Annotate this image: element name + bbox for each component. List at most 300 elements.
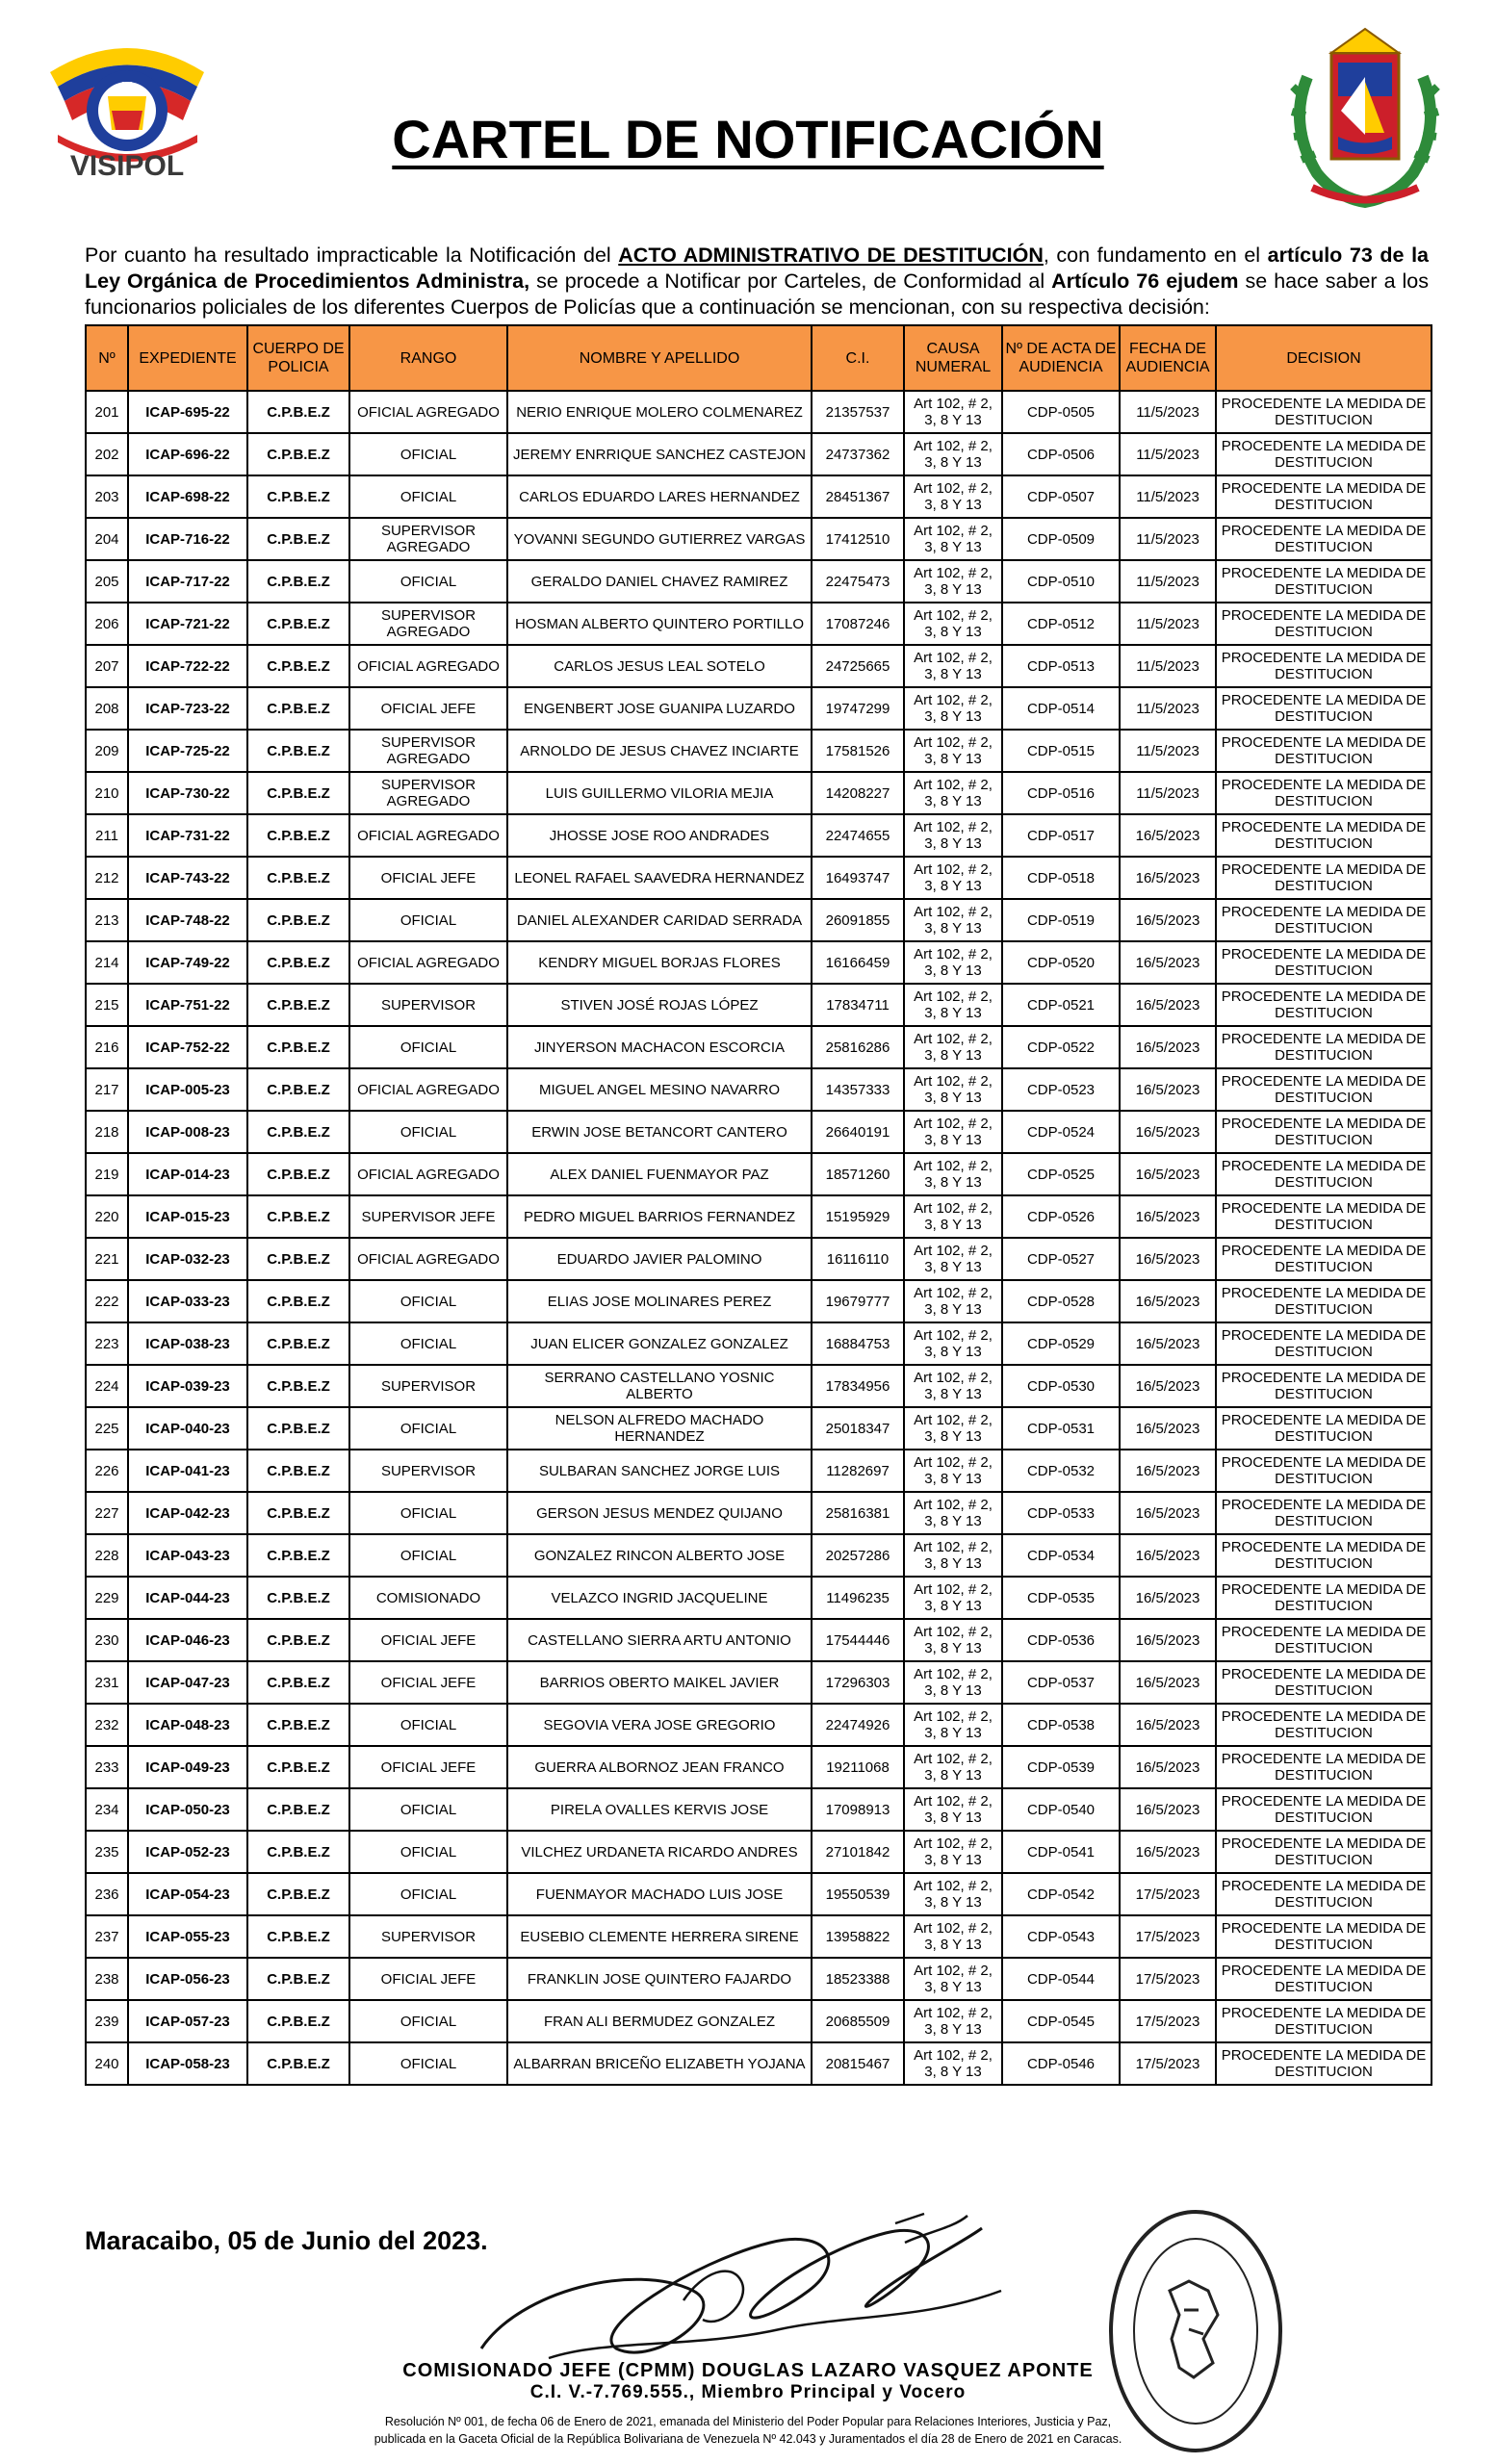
cell-causa: Art 102, # 2, 3, 8 Y 13 xyxy=(904,1068,1002,1111)
cell-cuerpo: C.P.B.E.Z xyxy=(247,1619,349,1661)
cell-nombre: SEGOVIA VERA JOSE GREGORIO xyxy=(507,1704,812,1746)
cell-cuerpo: C.P.B.E.Z xyxy=(247,518,349,560)
cell-ci: 17412510 xyxy=(812,518,904,560)
cell-rango: OFICIAL xyxy=(349,560,507,603)
table-row xyxy=(86,1746,1432,1788)
cell-nombre: NERIO ENRIQUE MOLERO COLMENAREZ xyxy=(507,391,812,433)
cell-number: 230 xyxy=(86,1619,128,1661)
cell-rango: OFICIAL xyxy=(349,1111,507,1153)
cell-expediente: ICAP-050-23 xyxy=(128,1788,247,1831)
cell-decision: PROCEDENTE LA MEDIDA DE DESTITUCION xyxy=(1216,1365,1432,1407)
cell-number: 216 xyxy=(86,1026,128,1068)
cell-ci: 16166459 xyxy=(812,941,904,984)
cell-expediente: ICAP-005-23 xyxy=(128,1068,247,1111)
cell-cuerpo: C.P.B.E.Z xyxy=(247,941,349,984)
cell-fecha: 16/5/2023 xyxy=(1120,1704,1216,1746)
cell-nombre: JINYERSON MACHACON ESCORCIA xyxy=(507,1026,812,1068)
cell-ci: 25816381 xyxy=(812,1492,904,1534)
cell-rango: SUPERVISOR AGREGADO xyxy=(349,518,507,560)
cell-causa: Art 102, # 2, 3, 8 Y 13 xyxy=(904,1915,1002,1958)
cell-causa: Art 102, # 2, 3, 8 Y 13 xyxy=(904,1111,1002,1153)
cell-ci: 28451367 xyxy=(812,475,904,518)
cell-cuerpo: C.P.B.E.Z xyxy=(247,1450,349,1492)
cell-number: 226 xyxy=(86,1450,128,1492)
cell-decision: PROCEDENTE LA MEDIDA DE DESTITUCION xyxy=(1216,1577,1432,1619)
cell-cuerpo: C.P.B.E.Z xyxy=(247,1915,349,1958)
cell-fecha: 11/5/2023 xyxy=(1120,772,1216,814)
cell-acta: CDP-0539 xyxy=(1002,1746,1120,1788)
cell-ci: 19211068 xyxy=(812,1746,904,1788)
table-row xyxy=(86,984,1432,1026)
table-row xyxy=(86,1026,1432,1068)
cell-acta: CDP-0519 xyxy=(1002,899,1120,941)
cell-expediente: ICAP-721-22 xyxy=(128,603,247,645)
table-row xyxy=(86,814,1432,857)
cell-fecha: 11/5/2023 xyxy=(1120,518,1216,560)
cell-cuerpo: C.P.B.E.Z xyxy=(247,1111,349,1153)
cell-rango: SUPERVISOR AGREGADO xyxy=(349,603,507,645)
visipol-wordmark: VISIPOL xyxy=(69,150,185,182)
cell-ci: 27101842 xyxy=(812,1831,904,1873)
cell-fecha: 16/5/2023 xyxy=(1120,814,1216,857)
cell-expediente: ICAP-057-23 xyxy=(128,2000,247,2042)
cell-decision: PROCEDENTE LA MEDIDA DE DESTITUCION xyxy=(1216,1280,1432,1322)
cell-ci: 16884753 xyxy=(812,1322,904,1365)
cell-causa: Art 102, # 2, 3, 8 Y 13 xyxy=(904,1492,1002,1534)
cell-decision: PROCEDENTE LA MEDIDA DE DESTITUCION xyxy=(1216,518,1432,560)
cell-rango: OFICIAL JEFE xyxy=(349,1746,507,1788)
cell-causa: Art 102, # 2, 3, 8 Y 13 xyxy=(904,475,1002,518)
cell-expediente: ICAP-056-23 xyxy=(128,1958,247,2000)
cell-number: 203 xyxy=(86,475,128,518)
cell-ci: 19550539 xyxy=(812,1873,904,1915)
cell-rango: OFICIAL AGREGADO xyxy=(349,1238,507,1280)
table-row xyxy=(86,560,1432,603)
cell-cuerpo: C.P.B.E.Z xyxy=(247,1407,349,1450)
cell-acta: CDP-0524 xyxy=(1002,1111,1120,1153)
cell-causa: Art 102, # 2, 3, 8 Y 13 xyxy=(904,814,1002,857)
cell-nombre: ALBARRAN BRICEÑO ELIZABETH YOJANA xyxy=(507,2042,812,2085)
cell-ci: 17581526 xyxy=(812,730,904,772)
cell-decision: PROCEDENTE LA MEDIDA DE DESTITUCION xyxy=(1216,2042,1432,2085)
cell-causa: Art 102, # 2, 3, 8 Y 13 xyxy=(904,1322,1002,1365)
cell-cuerpo: C.P.B.E.Z xyxy=(247,772,349,814)
cell-cuerpo: C.P.B.E.Z xyxy=(247,899,349,941)
cell-rango: OFICIAL xyxy=(349,475,507,518)
cell-number: 206 xyxy=(86,603,128,645)
cell-rango: OFICIAL AGREGADO xyxy=(349,1068,507,1111)
cell-expediente: ICAP-040-23 xyxy=(128,1407,247,1450)
table-row xyxy=(86,1407,1432,1450)
table-row xyxy=(86,433,1432,475)
table-row xyxy=(86,1534,1432,1577)
cell-expediente: ICAP-047-23 xyxy=(128,1661,247,1704)
cell-expediente: ICAP-696-22 xyxy=(128,433,247,475)
header-col-number: Nº xyxy=(86,325,128,391)
cell-acta: CDP-0538 xyxy=(1002,1704,1120,1746)
cell-expediente: ICAP-695-22 xyxy=(128,391,247,433)
cell-nombre: GONZALEZ RINCON ALBERTO JOSE xyxy=(507,1534,812,1577)
cell-acta: CDP-0544 xyxy=(1002,1958,1120,2000)
cell-rango: OFICIAL xyxy=(349,1534,507,1577)
cell-number: 220 xyxy=(86,1195,128,1238)
cell-fecha: 11/5/2023 xyxy=(1120,603,1216,645)
cell-ci: 14357333 xyxy=(812,1068,904,1111)
cell-decision: PROCEDENTE LA MEDIDA DE DESTITUCION xyxy=(1216,1831,1432,1873)
cell-cuerpo: C.P.B.E.Z xyxy=(247,391,349,433)
cell-decision: PROCEDENTE LA MEDIDA DE DESTITUCION xyxy=(1216,433,1432,475)
cell-expediente: ICAP-044-23 xyxy=(128,1577,247,1619)
cell-nombre: FUENMAYOR MACHADO LUIS JOSE xyxy=(507,1873,812,1915)
cell-causa: Art 102, # 2, 3, 8 Y 13 xyxy=(904,2000,1002,2042)
table-row xyxy=(86,1322,1432,1365)
cell-expediente: ICAP-014-23 xyxy=(128,1153,247,1195)
signer-id: C.I. V.-7.769.555., Miembro Principal y Vocero xyxy=(529,2382,967,2402)
cell-number: 214 xyxy=(86,941,128,984)
cell-fecha: 16/5/2023 xyxy=(1120,1238,1216,1280)
cell-causa: Art 102, # 2, 3, 8 Y 13 xyxy=(904,1873,1002,1915)
cell-causa: Art 102, # 2, 3, 8 Y 13 xyxy=(904,603,1002,645)
header-col-rango: RANGO xyxy=(349,325,507,391)
cell-acta: CDP-0509 xyxy=(1002,518,1120,560)
cell-decision: PROCEDENTE LA MEDIDA DE DESTITUCION xyxy=(1216,1195,1432,1238)
cell-expediente: ICAP-032-23 xyxy=(128,1238,247,1280)
cell-number: 232 xyxy=(86,1704,128,1746)
cell-expediente: ICAP-743-22 xyxy=(128,857,247,899)
cell-number: 224 xyxy=(86,1365,128,1407)
cell-causa: Art 102, # 2, 3, 8 Y 13 xyxy=(904,391,1002,433)
cell-fecha: 16/5/2023 xyxy=(1120,1280,1216,1322)
cell-acta: CDP-0528 xyxy=(1002,1280,1120,1322)
cell-expediente: ICAP-723-22 xyxy=(128,687,247,730)
cell-rango: OFICIAL JEFE xyxy=(349,687,507,730)
cell-number: 208 xyxy=(86,687,128,730)
cell-rango: OFICIAL xyxy=(349,1831,507,1873)
cell-ci: 24725665 xyxy=(812,645,904,687)
cell-causa: Art 102, # 2, 3, 8 Y 13 xyxy=(904,1746,1002,1788)
cell-fecha: 11/5/2023 xyxy=(1120,730,1216,772)
cell-causa: Art 102, # 2, 3, 8 Y 13 xyxy=(904,1619,1002,1661)
cell-cuerpo: C.P.B.E.Z xyxy=(247,603,349,645)
cell-ci: 15195929 xyxy=(812,1195,904,1238)
cell-ci: 24737362 xyxy=(812,433,904,475)
cell-decision: PROCEDENTE LA MEDIDA DE DESTITUCION xyxy=(1216,560,1432,603)
cell-cuerpo: C.P.B.E.Z xyxy=(247,475,349,518)
cell-acta: CDP-0542 xyxy=(1002,1873,1120,1915)
cell-expediente: ICAP-716-22 xyxy=(128,518,247,560)
cell-number: 201 xyxy=(86,391,128,433)
cell-rango: OFICIAL xyxy=(349,1873,507,1915)
cell-causa: Art 102, # 2, 3, 8 Y 13 xyxy=(904,1450,1002,1492)
cell-number: 215 xyxy=(86,984,128,1026)
cell-nombre: CARLOS EDUARDO LARES HERNANDEZ xyxy=(507,475,812,518)
cell-acta: CDP-0521 xyxy=(1002,984,1120,1026)
table-row xyxy=(86,1238,1432,1280)
cell-nombre: EDUARDO JAVIER PALOMINO xyxy=(507,1238,812,1280)
cell-number: 229 xyxy=(86,1577,128,1619)
cell-rango: OFICIAL AGREGADO xyxy=(349,814,507,857)
cell-acta: CDP-0512 xyxy=(1002,603,1120,645)
cell-fecha: 16/5/2023 xyxy=(1120,1831,1216,1873)
cell-rango: SUPERVISOR xyxy=(349,1915,507,1958)
cell-expediente: ICAP-052-23 xyxy=(128,1831,247,1873)
cell-expediente: ICAP-042-23 xyxy=(128,1492,247,1534)
cell-nombre: JHOSSE JOSE ROO ANDRADES xyxy=(507,814,812,857)
cell-rango: OFICIAL xyxy=(349,1704,507,1746)
cell-nombre: MIGUEL ANGEL MESINO NAVARRO xyxy=(507,1068,812,1111)
cell-acta: CDP-0533 xyxy=(1002,1492,1120,1534)
cell-acta: CDP-0518 xyxy=(1002,857,1120,899)
cell-causa: Art 102, # 2, 3, 8 Y 13 xyxy=(904,857,1002,899)
cell-causa: Art 102, # 2, 3, 8 Y 13 xyxy=(904,1153,1002,1195)
cell-causa: Art 102, # 2, 3, 8 Y 13 xyxy=(904,1831,1002,1873)
cell-expediente: ICAP-722-22 xyxy=(128,645,247,687)
cell-cuerpo: C.P.B.E.Z xyxy=(247,1661,349,1704)
cell-fecha: 11/5/2023 xyxy=(1120,433,1216,475)
cell-fecha: 17/5/2023 xyxy=(1120,1915,1216,1958)
cell-expediente: ICAP-049-23 xyxy=(128,1746,247,1788)
cell-ci: 26091855 xyxy=(812,899,904,941)
header-col-acta: Nº DE ACTA DE AUDIENCIA xyxy=(1002,325,1120,391)
cell-fecha: 11/5/2023 xyxy=(1120,391,1216,433)
cell-causa: Art 102, # 2, 3, 8 Y 13 xyxy=(904,1704,1002,1746)
cell-fecha: 11/5/2023 xyxy=(1120,645,1216,687)
cell-causa: Art 102, # 2, 3, 8 Y 13 xyxy=(904,560,1002,603)
cell-decision: PROCEDENTE LA MEDIDA DE DESTITUCION xyxy=(1216,1534,1432,1577)
cell-nombre: ERWIN JOSE BETANCORT CANTERO xyxy=(507,1111,812,1153)
cell-decision: PROCEDENTE LA MEDIDA DE DESTITUCION xyxy=(1216,941,1432,984)
signer-name: COMISIONADO JEFE (CPMM) DOUGLAS LAZARO VASQUEZ APONTE xyxy=(402,2360,1094,2381)
cell-nombre: GERALDO DANIEL CHAVEZ RAMIREZ xyxy=(507,560,812,603)
cell-nombre: CARLOS JESUS LEAL SOTELO xyxy=(507,645,812,687)
cell-number: 227 xyxy=(86,1492,128,1534)
table-row xyxy=(86,2000,1432,2042)
table-row xyxy=(86,1619,1432,1661)
cell-expediente: ICAP-725-22 xyxy=(128,730,247,772)
cell-rango: OFICIAL JEFE xyxy=(349,1619,507,1661)
cell-fecha: 16/5/2023 xyxy=(1120,1365,1216,1407)
cell-acta: CDP-0541 xyxy=(1002,1831,1120,1873)
cell-causa: Art 102, # 2, 3, 8 Y 13 xyxy=(904,984,1002,1026)
cell-cuerpo: C.P.B.E.Z xyxy=(247,1788,349,1831)
table-row xyxy=(86,1577,1432,1619)
cell-ci: 20257286 xyxy=(812,1534,904,1577)
cell-cuerpo: C.P.B.E.Z xyxy=(247,814,349,857)
cell-ci: 26640191 xyxy=(812,1111,904,1153)
cell-fecha: 11/5/2023 xyxy=(1120,687,1216,730)
cell-causa: Art 102, # 2, 3, 8 Y 13 xyxy=(904,1958,1002,2000)
cell-number: 223 xyxy=(86,1322,128,1365)
table-row xyxy=(86,603,1432,645)
cell-decision: PROCEDENTE LA MEDIDA DE DESTITUCION xyxy=(1216,1322,1432,1365)
cell-acta: CDP-0537 xyxy=(1002,1661,1120,1704)
cell-ci: 25018347 xyxy=(812,1407,904,1450)
place-date: Maracaibo, 05 de Junio del 2023. xyxy=(85,2226,488,2255)
table-row xyxy=(86,2042,1432,2085)
cell-fecha: 17/5/2023 xyxy=(1120,1958,1216,2000)
cell-number: 222 xyxy=(86,1280,128,1322)
table-row xyxy=(86,1704,1432,1746)
cell-fecha: 16/5/2023 xyxy=(1120,941,1216,984)
cell-fecha: 16/5/2023 xyxy=(1120,1534,1216,1577)
cell-nombre: VELAZCO INGRID JACQUELINE xyxy=(507,1577,812,1619)
cell-cuerpo: C.P.B.E.Z xyxy=(247,1365,349,1407)
cell-acta: CDP-0529 xyxy=(1002,1322,1120,1365)
cell-number: 210 xyxy=(86,772,128,814)
cell-acta: CDP-0535 xyxy=(1002,1577,1120,1619)
cell-expediente: ICAP-043-23 xyxy=(128,1534,247,1577)
cell-nombre: JUAN ELICER GONZALEZ GONZALEZ xyxy=(507,1322,812,1365)
cell-fecha: 16/5/2023 xyxy=(1120,1619,1216,1661)
table-row xyxy=(86,1365,1432,1407)
cell-number: 205 xyxy=(86,560,128,603)
cell-nombre: PEDRO MIGUEL BARRIOS FERNANDEZ xyxy=(507,1195,812,1238)
cell-number: 228 xyxy=(86,1534,128,1577)
cell-rango: SUPERVISOR xyxy=(349,1365,507,1407)
cell-expediente: ICAP-749-22 xyxy=(128,941,247,984)
cell-acta: CDP-0543 xyxy=(1002,1915,1120,1958)
cell-decision: PROCEDENTE LA MEDIDA DE DESTITUCION xyxy=(1216,645,1432,687)
cell-nombre: KENDRY MIGUEL BORJAS FLORES xyxy=(507,941,812,984)
cell-acta: CDP-0510 xyxy=(1002,560,1120,603)
cell-causa: Art 102, # 2, 3, 8 Y 13 xyxy=(904,433,1002,475)
cell-expediente: ICAP-038-23 xyxy=(128,1322,247,1365)
cell-number: 202 xyxy=(86,433,128,475)
cell-decision: PROCEDENTE LA MEDIDA DE DESTITUCION xyxy=(1216,730,1432,772)
cell-nombre: LUIS GUILLERMO VILORIA MEJIA xyxy=(507,772,812,814)
cell-expediente: ICAP-054-23 xyxy=(128,1873,247,1915)
cell-acta: CDP-0507 xyxy=(1002,475,1120,518)
cell-rango: OFICIAL xyxy=(349,1407,507,1450)
cell-cuerpo: C.P.B.E.Z xyxy=(247,1026,349,1068)
cell-decision: PROCEDENTE LA MEDIDA DE DESTITUCION xyxy=(1216,687,1432,730)
cell-number: 212 xyxy=(86,857,128,899)
cell-causa: Art 102, # 2, 3, 8 Y 13 xyxy=(904,1195,1002,1238)
cell-ci: 16116110 xyxy=(812,1238,904,1280)
header-col-causa: CAUSA NUMERAL xyxy=(904,325,1002,391)
table-row xyxy=(86,1153,1432,1195)
cell-number: 211 xyxy=(86,814,128,857)
cell-decision: PROCEDENTE LA MEDIDA DE DESTITUCION xyxy=(1216,814,1432,857)
cell-nombre: EUSEBIO CLEMENTE HERRERA SIRENE xyxy=(507,1915,812,1958)
cell-ci: 19747299 xyxy=(812,687,904,730)
table-row xyxy=(86,941,1432,984)
cell-expediente: ICAP-041-23 xyxy=(128,1450,247,1492)
cell-nombre: BARRIOS OBERTO MAIKEL JAVIER xyxy=(507,1661,812,1704)
table-row xyxy=(86,1788,1432,1831)
cell-rango: OFICIAL xyxy=(349,1788,507,1831)
cell-acta: CDP-0527 xyxy=(1002,1238,1120,1280)
cell-expediente: ICAP-730-22 xyxy=(128,772,247,814)
cell-causa: Art 102, # 2, 3, 8 Y 13 xyxy=(904,1280,1002,1322)
cell-decision: PROCEDENTE LA MEDIDA DE DESTITUCION xyxy=(1216,1619,1432,1661)
cell-causa: Art 102, # 2, 3, 8 Y 13 xyxy=(904,518,1002,560)
header-col-fecha: FECHA DE AUDIENCIA xyxy=(1120,325,1216,391)
cell-cuerpo: C.P.B.E.Z xyxy=(247,645,349,687)
cell-ci: 22474926 xyxy=(812,1704,904,1746)
cell-acta: CDP-0506 xyxy=(1002,433,1120,475)
cell-rango: SUPERVISOR AGREGADO xyxy=(349,730,507,772)
cell-number: 207 xyxy=(86,645,128,687)
table-row xyxy=(86,1873,1432,1915)
cell-cuerpo: C.P.B.E.Z xyxy=(247,2000,349,2042)
cell-expediente: ICAP-008-23 xyxy=(128,1111,247,1153)
table-row xyxy=(86,857,1432,899)
cell-number: 240 xyxy=(86,2042,128,2085)
cell-causa: Art 102, # 2, 3, 8 Y 13 xyxy=(904,1661,1002,1704)
table-row xyxy=(86,1450,1432,1492)
cell-decision: PROCEDENTE LA MEDIDA DE DESTITUCION xyxy=(1216,1746,1432,1788)
cell-ci: 22475473 xyxy=(812,560,904,603)
cell-fecha: 16/5/2023 xyxy=(1120,1111,1216,1153)
cell-ci: 20815467 xyxy=(812,2042,904,2085)
cell-cuerpo: C.P.B.E.Z xyxy=(247,730,349,772)
cell-fecha: 16/5/2023 xyxy=(1120,1661,1216,1704)
resolution-text-1: Resolución Nº 001, de fecha 06 de Enero de 2021, emanada del Ministerio del Poder Popular para Relaciones Interiores, Justicia y Paz, xyxy=(384,2415,1112,2428)
header-col-expediente: EXPEDIENTE xyxy=(128,325,247,391)
cell-fecha: 11/5/2023 xyxy=(1120,560,1216,603)
cell-causa: Art 102, # 2, 3, 8 Y 13 xyxy=(904,1577,1002,1619)
cell-rango: OFICIAL xyxy=(349,433,507,475)
cell-decision: PROCEDENTE LA MEDIDA DE DESTITUCION xyxy=(1216,1068,1432,1111)
cell-cuerpo: C.P.B.E.Z xyxy=(247,1873,349,1915)
cell-rango: OFICIAL xyxy=(349,1492,507,1534)
table-row xyxy=(86,1831,1432,1873)
cell-ci: 17296303 xyxy=(812,1661,904,1704)
notification-table xyxy=(85,324,1432,2086)
cell-rango: OFICIAL JEFE xyxy=(349,1958,507,2000)
header-col-nombre: NOMBRE Y APELLIDO xyxy=(507,325,812,391)
cell-nombre: HOSMAN ALBERTO QUINTERO PORTILLO xyxy=(507,603,812,645)
cell-number: 217 xyxy=(86,1068,128,1111)
cell-causa: Art 102, # 2, 3, 8 Y 13 xyxy=(904,1365,1002,1407)
cell-fecha: 16/5/2023 xyxy=(1120,857,1216,899)
cell-cuerpo: C.P.B.E.Z xyxy=(247,1280,349,1322)
cell-decision: PROCEDENTE LA MEDIDA DE DESTITUCION xyxy=(1216,1704,1432,1746)
cell-decision: PROCEDENTE LA MEDIDA DE DESTITUCION xyxy=(1216,1450,1432,1492)
cell-ci: 21357537 xyxy=(812,391,904,433)
cell-rango: OFICIAL xyxy=(349,1280,507,1322)
cell-cuerpo: C.P.B.E.Z xyxy=(247,2042,349,2085)
table-row xyxy=(86,1661,1432,1704)
cell-decision: PROCEDENTE LA MEDIDA DE DESTITUCION xyxy=(1216,857,1432,899)
cell-expediente: ICAP-039-23 xyxy=(128,1365,247,1407)
cell-nombre: ARNOLDO DE JESUS CHAVEZ INCIARTE xyxy=(507,730,812,772)
table-row xyxy=(86,475,1432,518)
cell-ci: 22474655 xyxy=(812,814,904,857)
cell-fecha: 16/5/2023 xyxy=(1120,1322,1216,1365)
table-row xyxy=(86,687,1432,730)
cell-acta: CDP-0545 xyxy=(1002,2000,1120,2042)
cell-fecha: 16/5/2023 xyxy=(1120,1577,1216,1619)
cell-decision: PROCEDENTE LA MEDIDA DE DESTITUCION xyxy=(1216,1873,1432,1915)
cell-causa: Art 102, # 2, 3, 8 Y 13 xyxy=(904,730,1002,772)
cell-fecha: 16/5/2023 xyxy=(1120,1153,1216,1195)
cell-decision: PROCEDENTE LA MEDIDA DE DESTITUCION xyxy=(1216,475,1432,518)
cell-fecha: 16/5/2023 xyxy=(1120,984,1216,1026)
cell-decision: PROCEDENTE LA MEDIDA DE DESTITUCION xyxy=(1216,984,1432,1026)
cell-fecha: 17/5/2023 xyxy=(1120,2000,1216,2042)
cell-acta: CDP-0516 xyxy=(1002,772,1120,814)
cell-number: 235 xyxy=(86,1831,128,1873)
resolution-text-2: publicada en la Gaceta Oficial de la República Bolivariana de Venezuela Nº 42.043 y Juramentados el día 28 de Enero de 2021 en Caracas. xyxy=(374,2432,1122,2446)
cell-cuerpo: C.P.B.E.Z xyxy=(247,984,349,1026)
cell-expediente: ICAP-058-23 xyxy=(128,2042,247,2085)
header-col-decision: DECISION xyxy=(1216,325,1432,391)
cell-decision: PROCEDENTE LA MEDIDA DE DESTITUCION xyxy=(1216,1492,1432,1534)
cell-nombre: GERSON JESUS MENDEZ QUIJANO xyxy=(507,1492,812,1534)
cell-expediente: ICAP-752-22 xyxy=(128,1026,247,1068)
